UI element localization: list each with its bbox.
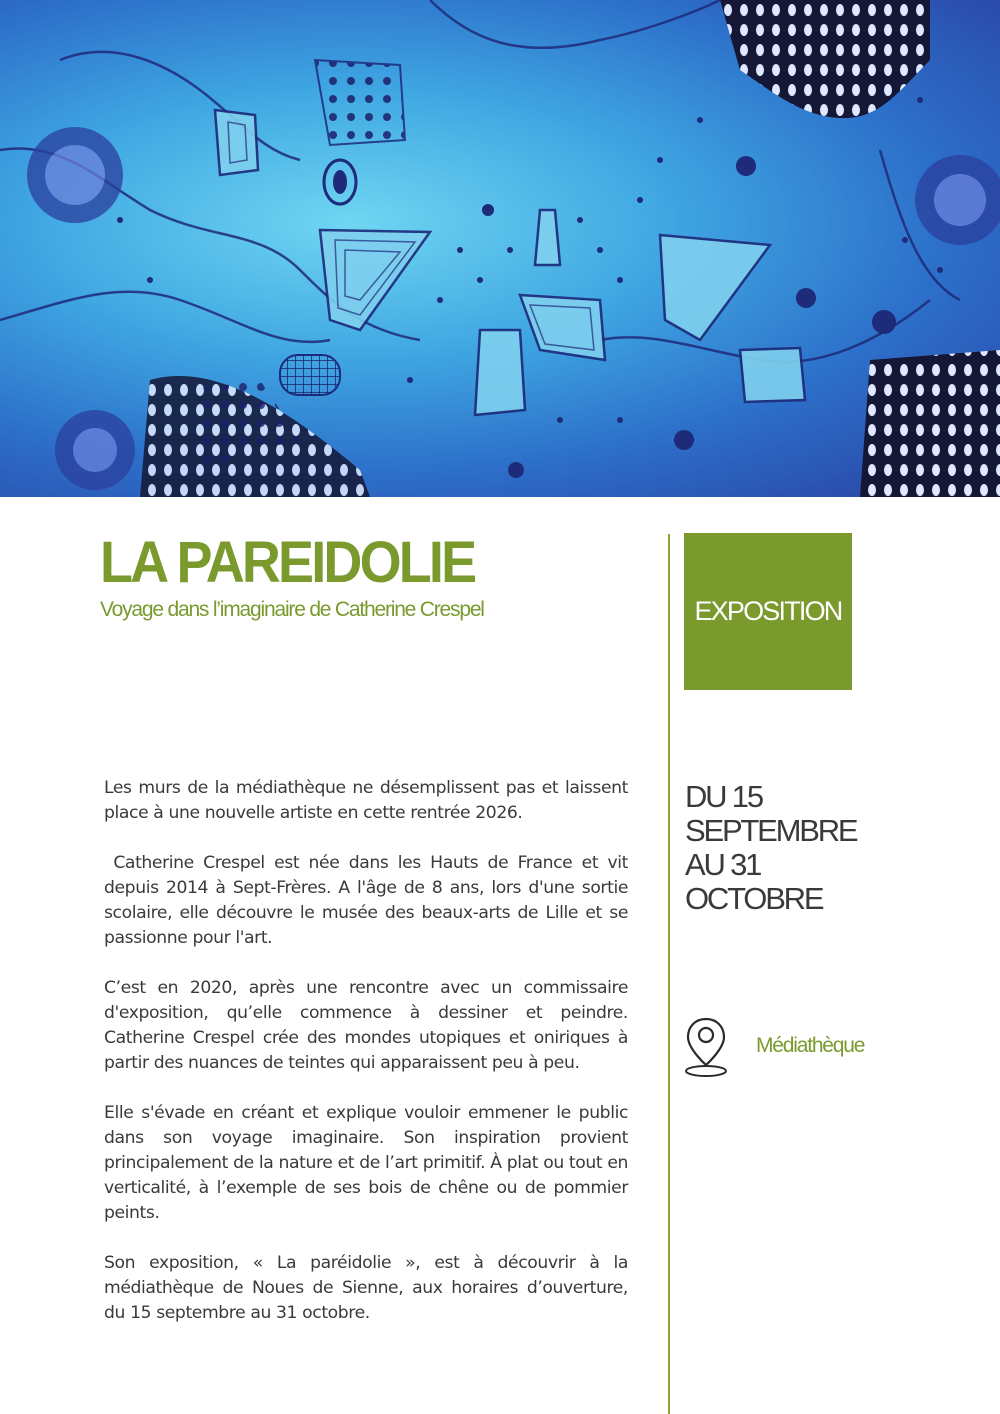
exhibition-dates — [685, 780, 885, 916]
hero-painting-image — [0, 0, 1000, 497]
page-subtitle: Voyage dans l’imaginaire de Catherine Crespel — [100, 598, 484, 621]
date-line: OCTOBRE — [685, 881, 823, 916]
paragraph: Elle s'évade en créant et explique vouloir emmener le public dans son voyage imaginaire. Son inspiration provient principalement de la nature et de l’art primitif. À plat ou tout en verticalité, à l’exemple de ses bois de chêne ou de pommier peints. — [104, 1103, 628, 1223]
badge-label: EXPOSITION — [694, 596, 842, 626]
article-body — [104, 776, 628, 1351]
abstract-painting-image — [0, 0, 1000, 497]
paragraph: Catherine Crespel est née dans les Hauts de France et vit depuis 2014 à Sept-Frères. A l'âge de 8 ans, lors d'une sortie scolaire, elle découvre le musée des beaux-arts de Lille et se passionne pour l'art. — [104, 853, 628, 948]
exposition-badge — [684, 533, 852, 690]
map-pin-icon — [683, 1015, 729, 1079]
date-line: SEPTEMBRE — [685, 813, 857, 848]
date-line: AU 31 — [685, 847, 761, 882]
date-line: DU 15 — [685, 779, 762, 814]
location-label: Médiathèque — [756, 1034, 865, 1057]
vertical-divider — [668, 534, 670, 1414]
paragraph: Les murs de la médiathèque ne désemplissent pas et laissent place à une nouvelle artiste en cette rentrée 2026. — [104, 778, 628, 823]
paragraph: Son exposition, « La paréidolie », est à découvrir à la médiathèque de Noues de Sienne, aux horaires d’ouverture, du 15 septembre au 31 octobre. — [104, 1253, 628, 1323]
page-title: LA PAREIDOLIE — [100, 530, 475, 595]
paragraph: C’est en 2020, après une rencontre avec un commissaire d'exposition, qu’elle commence à dessiner et peindre. Catherine Crespel crée des mondes utopiques et oniriques à partir des nuances de teintes qui apparaissent peu à peu. — [104, 978, 628, 1073]
